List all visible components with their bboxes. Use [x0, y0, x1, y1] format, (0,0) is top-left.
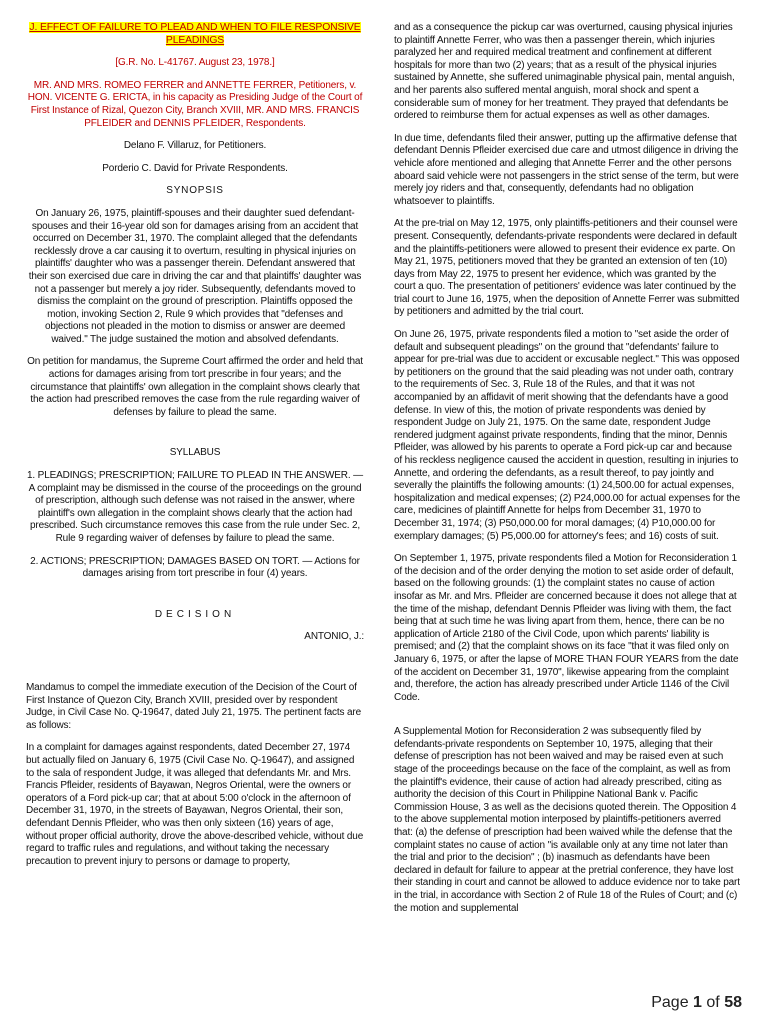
- page-word: Page: [651, 994, 689, 1011]
- body-paragraph: On September 1, 1975, private respondents filed a Motion for Reconsideration 1 of the decision and of the order denying the motion to set aside order of default, based on the following grounds: (1) the complaint states no cause of action insofar as Mr. and Mrs. Pfleider are concerned because it does not allege that at the time of the mishap, defendant Dennis Pfleider was living with them, the fact being that at such time he was living apart from them, hence, there can be no application of Article 2180 of the Civil Code, upon which parents' liability is premised; and (2) that the complaint shows on its face "that it was filed only on January 6, 1975, or after the lapse of MORE THAN FOUR YEARS from the date of the accident on December 31, 1970", likewise appearing from the complaint and, therefore, the action has already prescribed under Article 1146 of the Civil Code.: [394, 553, 739, 703]
- case-number: [G.R. No. L-41767. August 23, 1978.]: [115, 57, 275, 69]
- body-paragraph: At the pre-trial on May 12, 1975, only plaintiffs-petitioners and their counsel were present. Consequently, defendants-private respondents were declared in default and the plaintiffs-petitioners were allowed to present their evidence ex parte. On May 21, 1975, petitioners moved that they be granted an extension of ten (10) days from May 22, 1975 to present her evidence, which was granted by the court a quo. The presentation of petitioners' evidence was later continued by the trial court to June 16, 1975, when the deposition of Annette Ferrer was submitted by petitioners and admitted by the trial court.: [394, 218, 740, 318]
- left-column: [26, 22, 364, 878]
- syllabus-item: 1. PLEADINGS; PRESCRIPTION; FAILURE TO PLEAD IN THE ANSWER. — A complaint may be dismissed in the course of the proceedings on the ground of prescription, although such defense was not raised in the answer, where plaintiff's own allegation in the complaint shows clearly that the action had prescribed. Such circumstance removes this case from the rule under Sec. 2, Rule 9 regarding waiver of defenses by failure to plead the same.: [27, 470, 363, 544]
- body-paragraph: A Supplemental Motion for Reconsideration 2 was subsequently filed by defendants-private respondents on September 10, 1975, alleging that their defense of prescription has not been waived and may be raised even at such stage of the proceedings because on the face of the complaint, as well as from the plaintiff's evidence, their cause of action had already prescribed, citing as authority the decision of this Court in Philippine National Bank v. Pacific Commission House, 3 as well as the decisions quoted therein. The Opposition 4 to the above supplemental motion interposed by plaintiffs-petitioners averred that: (a) the defense of prescription had been waived while the defense that the complaint states no cause of action "is available only at any time not later than the trial and prior to the decision" ; (b) inasmuch as defendants have been declared in default for failure to appear at the pretrial conference, they have lost their standing in court and cannot be allowed to adduce evidence nor to take part in the trial, in accordance with Section 2 of Rule 18 of the Rules of Court; and (c) the motion and supplemental: [394, 726, 740, 914]
- current-page: 1: [693, 994, 702, 1011]
- decision-paragraph: Mandamus to compel the immediate execution of the Decision of the Court of First Instance of Quezon City, Branch XVIII, presided over by respondent Judge, in Civil Case No. Q-19647, dated July 21, 1975. The pertinent facts are as follows:: [26, 681, 361, 731]
- body-paragraph: On June 26, 1975, private respondents filed a motion to "set aside the order of default and subsequent pleadings" on the ground that "defendants' failure to appear for pre-trial was due to accident or excusable neglect." This was opposed by petitioners on the ground that the said pleading was not under oath, contrary to the requirements of Sec. 3, Rule 18 of the Rules, and that it was not accompanied by an affidavit of merit showing that the defendants have a good defense. In view of this, the motion of private respondents was denied by respondent Judge on July 21, 1975. On the same date, respondent Judge rendered judgment against private respondents, finding that the minor, Dennis Pfleider, was allowed by his parents to operate a Ford pick-up car and because of his reckless negligence caused the accident in question, resulting in injuries to Annette, and ordering the defendants, as a result thereof, to pay jointly and severally the plaintiffs the following amounts: (1) 24,500.00 for actual expenses, hospitalization and medical expenses; (2) P24,000.00 for actual expenses for the care, medicines of plaintiff Annette for helps from December 31, 1970 to December 31, 1974; (3) P50,000.00 for moral damages; (4) P10,000.00 for exemplary damages; (5) P5,000.00 for attorney's fees; and 16) costs of suit.: [394, 329, 740, 542]
- syllabus-item: 2. ACTIONS; PRESCRIPTION; DAMAGES BASED ON TORT. — Actions for damages arising from tort prescribe in four (4) years.: [30, 555, 360, 580]
- body-paragraph: In due time, defendants filed their answer, putting up the affirmative defense that defendant Dennis Pfleider exercised due care and utmost diligence in driving the vehicle afore mentioned and alleging that Annette Ferrer and the other persons aboard said vehicle were not passengers in the strict sense of the term, but were merely joy riders and that, consequently, defendants had no obligation whatsoever to plaintiffs.: [394, 132, 739, 207]
- total-pages: 58: [724, 994, 742, 1011]
- of-word: of: [706, 994, 720, 1011]
- body-paragraph: and as a consequence the pickup car was overturned, causing physical injuries to plaintiff Annette Ferrer, who was then a passenger therein, which injuries paralyzed her and required medical treatment and confinement at different hospitals for more than two (2) years; that as a result of the physical injuries sustained by Annette, she suffered unimaginable physical pain, mental anguish, and her parents also suffered mental anguish, moral shock and spent a considerable sum of money for her treatment. They prayed that defendants be ordered to reimburse them for actual expenses as well as other damages.: [394, 22, 735, 122]
- right-column: [394, 22, 740, 925]
- decision-heading: DECISION: [154, 608, 236, 620]
- ponente: ANTONIO, J.:: [304, 631, 364, 643]
- synopsis-heading: SYNOPSIS: [166, 185, 224, 197]
- synopsis-paragraph: On January 26, 1975, plaintiff-spouses and their daughter sued defendant-spouses and their 16-year old son for damages arising from an accident that occurred on December 31, 1970. The complaint alleged that the defendants recklessly drove a car causing it to overturn, resulting in physical injuries on plaintiffs' daughter who was a passenger therein. Defendant answered that their son exercised due care in driving the car and that plaintiffs' daughter was not a passenger but merely a joy rider. Subsequently, defendants moved to dismiss the complaint on the ground of prescription. Plaintiffs opposed the motion, invoking Section 2, Rule 9 which provides that "defenses and objections not pleaded in the motion to dismiss or answer are deemed waived." The judge sustained the motion and absolved defendants.: [28, 207, 362, 345]
- syllabus-heading: SYLLABUS: [169, 447, 221, 459]
- decision-paragraph: In a complaint for damages against respondents, dated December 27, 1974 but actually filed on January 6, 1975 (Civil Case No. Q-19647), and assigned to the sala of respondent Judge, it was alleged that defendants Mr. and Mrs. Francis Pfleider, residents of Bayawan, Negros Oriental, were the owners or operators of a Ford pick-up car; that at about 5:00 o'clock in the afternoon of December 31, 1970, in the streets of Bayawan, Negros Oriental, their son, defendant Dennis Pfleider, who was then only sixteen (16) years of age, without proper official authority, drove the above-described vehicle, without due regard to traffic rules and regulations, and without taking the necessary precaution to prevent injury to persons or damage to property,: [26, 742, 364, 867]
- page-indicator: [651, 994, 742, 1012]
- section-title: J. EFFECT OF FAILURE TO PLEAD AND WHEN TO FILE RESPONSIVE PLEADINGS: [29, 22, 361, 46]
- synopsis-paragraph: On petition for mandamus, the Supreme Court affirmed the order and held that actions for damages arising from tort prescribe in four years; and the circumstance that plaintiffs' own allegation in the complaint shows clearly that the action had prescribed removes the case from the rule regarding waiver of defenses by failure to plead the same.: [27, 356, 363, 418]
- case-parties: MR. AND MRS. ROMEO FERRER and ANNETTE FERRER, Petitioners, v. HON. VICENTE G. ERICTA, in his capacity as Presiding Judge of the Court of First Instance of Rizal, Quezon City, Branch XVIII, MR. AND MRS. FRANCIS PFLEIDER and DENNIS PFLEIDER, Respondents.: [27, 79, 363, 129]
- petitioner-counsel: Delano F. Villaruz, for Petitioners.: [123, 140, 267, 152]
- respondent-counsel: Porderio C. David for Private Respondents.: [102, 162, 288, 174]
